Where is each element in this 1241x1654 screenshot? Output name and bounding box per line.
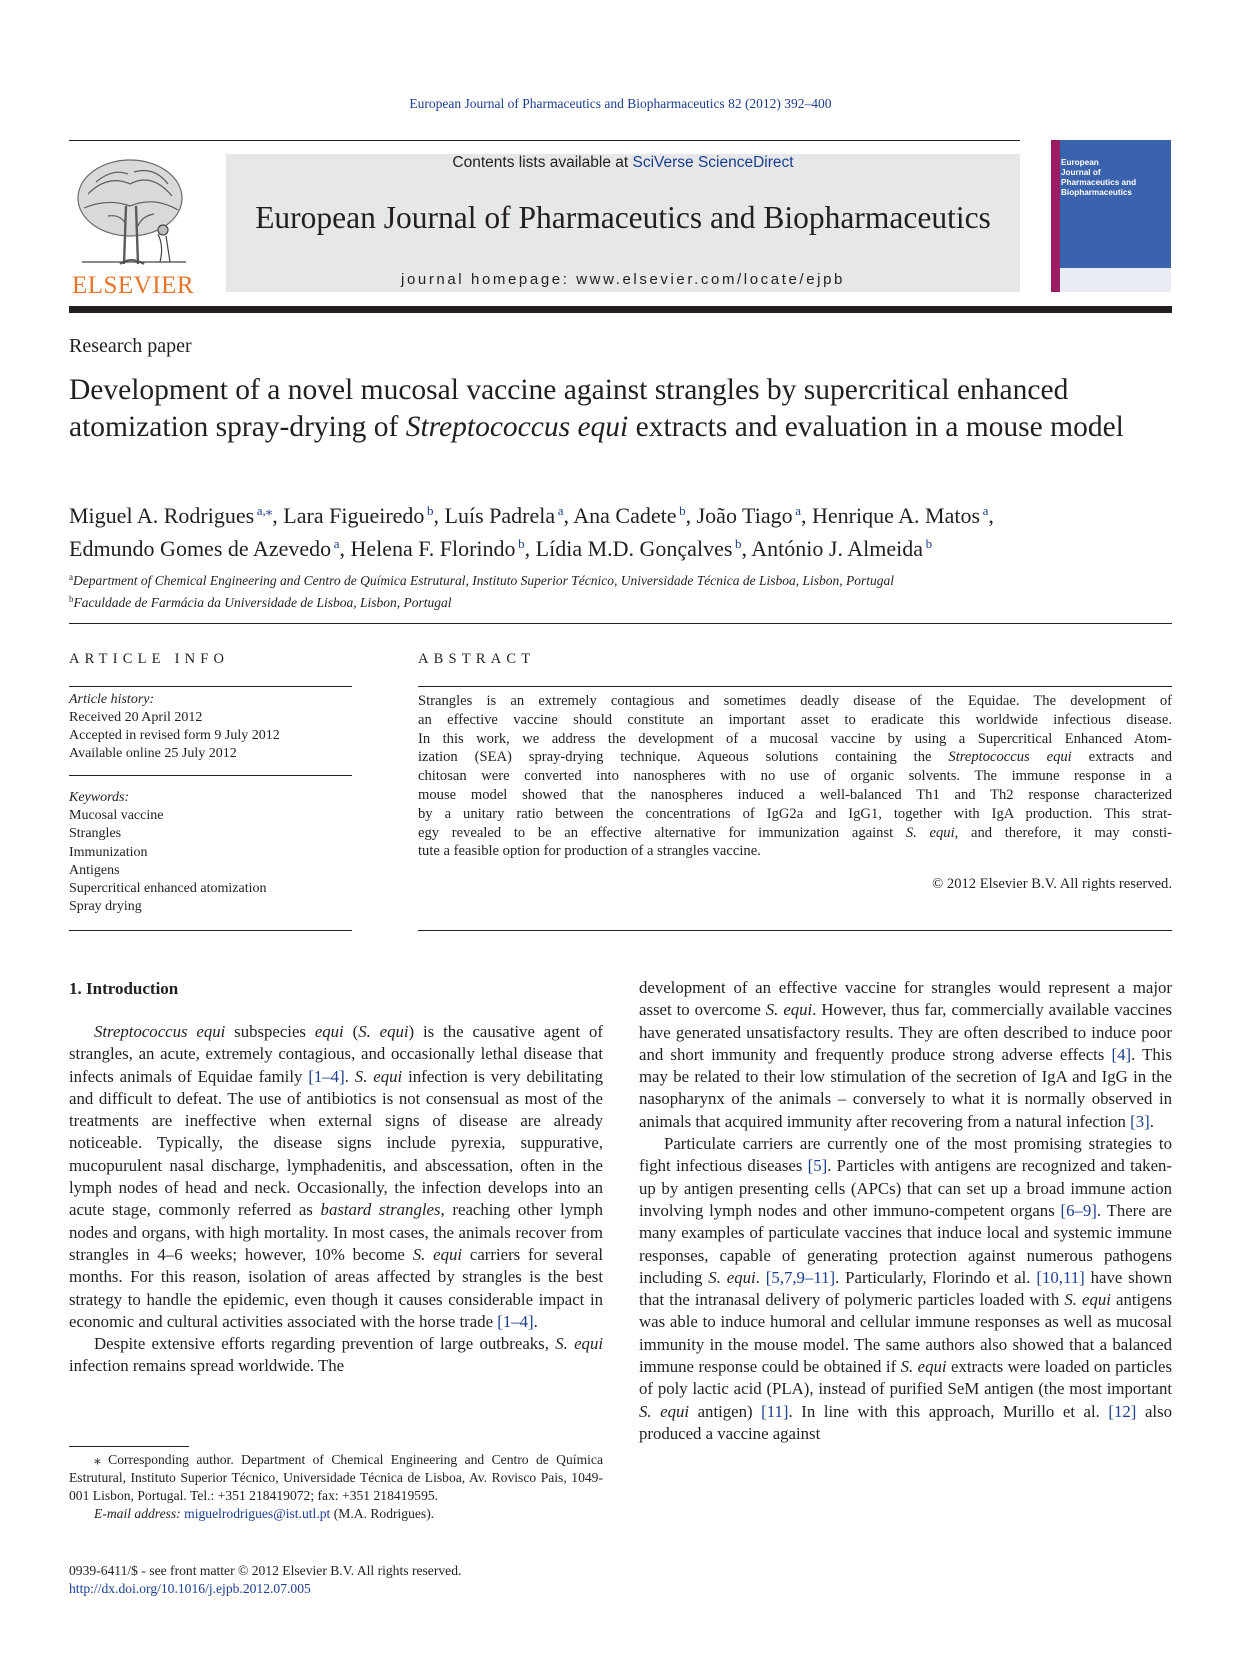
keyword-item: Immunization	[69, 844, 148, 860]
author-affiliation-marker[interactable]: b	[515, 536, 525, 551]
italic-term: S. equi	[708, 1267, 756, 1287]
section-heading-introduction: 1. Introduction	[69, 979, 179, 998]
abstract-line: chitosan were converted into nanospheres with no use of organic solvents. The immune response in a	[418, 768, 1172, 785]
cover-bottom-band	[1060, 268, 1171, 292]
header-thick-rule	[69, 306, 1172, 313]
citation-link[interactable]: [11]	[761, 1401, 789, 1421]
citation-link[interactable]: [12]	[1108, 1401, 1137, 1421]
keyword-item: Spray drying	[69, 899, 142, 915]
body-paragraph: development of an effective vaccine for strangles would represent a major asset to overcome S. equi. However, thus far, commercially available vaccines have generated unsatisfactory results. They are often described to induce poor and short immunity and frequently produce strong adverse effects [4]. This may be related to their low stimulation of the secretion of IgA and IgG in the nasopharynx of the animals – conversely to what it is normally observed in animals that acquired immunity after recovering from a natural infection [3].	[639, 978, 1172, 1131]
contents-line	[226, 154, 1020, 172]
affiliation-label: a	[69, 572, 73, 582]
section-rule	[69, 623, 1172, 624]
author-separator: ,	[272, 503, 284, 528]
abstract-text	[418, 692, 1172, 861]
title-part: Development of a novel mucosal vaccine against strangles by supercritical enhanced atomization spray-drying of	[69, 374, 1069, 443]
italic-term: S. equi	[900, 1357, 947, 1377]
author-separator: ,	[433, 503, 445, 528]
author-name: Ana Cadete	[573, 503, 677, 528]
sciencedirect-link[interactable]: SciVerse ScienceDirect	[632, 154, 794, 171]
abstract-rule	[418, 686, 1172, 687]
cover-title-line: Pharmaceutics and	[1061, 178, 1137, 187]
italic-term: S. equi	[412, 1244, 463, 1264]
body-column-right	[639, 977, 1172, 1445]
author-separator: ,	[524, 536, 536, 561]
contents-prefix: Contents lists available at	[452, 154, 633, 171]
article-history	[69, 691, 280, 763]
keyword-item: Mucosal vaccine	[69, 808, 164, 824]
footnote-rule	[69, 1446, 189, 1447]
author-name: Luís Padrela	[444, 503, 556, 528]
affiliation-text: Faculdade de Farmácia da Universidade de Lisboa, Lisbon, Portugal	[73, 595, 452, 610]
author-affiliation-marker[interactable]: b	[923, 536, 933, 551]
tree-icon	[68, 154, 198, 272]
keyword-item: Supercritical enhanced atomization	[69, 881, 267, 897]
body-paragraph: Streptococcus equi subspecies equi (S. equi) is the causative agent of strangles, an acute, extremely contagious, and occasionally lethal disease that infects animals of Equidae family [1–4]. S. equi infection is very debilitating and difficult to defeat. The use of antibiotics is not consensual as most of the treatments are ineffective when external signs of disease are already noticeable. Typically, the disease signs include pyrexia, suppurative, mucopurulent nasal discharge, lymphadenitis, and abscessation, often in the lymph nodes of head and neck. Occasionally, the infection develops into an acute stage, commonly referred as bastard strangles, reaching other lymph nodes and organs, with high mortality. In most cases, the animals recover from strangles in 4–6 weeks; however, 10% become S. equi carriers for several months. For this reason, isolation of areas affected by strangles is the best strategy to handle the epidemic, even though it causes considerable impact in economic and cultural activities associated with the horse trade [1–4].	[69, 1022, 603, 1331]
author-separator: ,	[563, 503, 574, 528]
elsevier-logo[interactable]	[68, 154, 198, 299]
body-paragraph: Particulate carriers are currently one of the most promising strategies to fight infectious diseases [5]. Particles with antigens are recognized and taken-up by antigen presenting cells (APCs) that can set up a broad immune action involving lymph nodes and other immuno-competent organs [6–9]. There are many examples of particulate vaccines that induce local and systemic immune responses, capable of generating protection against numerous pathogens including S. equi. [5,7,9–11]. Particularly, Florindo et al. [10,11] have shown that the intranasal delivery of polymeric particles loaded with S. equi antigens was able to induce humoral and cellular immune responses as well as mucosal immunity in the mouse model. The same authors also showed that a balanced immune response could be obtained if S. equi extracts were loaded on particles of poly lactic acid (PLA), instead of purified SeM antigen (the most important S. equi antigen) [11]. In line with this approach, Murillo et al. [12] also produced a vaccine against	[639, 1134, 1172, 1443]
affiliation-a	[69, 568, 1169, 590]
abstract-line: by a unitary ratio between the concentrations of IgG2a and IgG1, together with IgA production. This strat-	[418, 805, 1172, 822]
keyword-item: Antigens	[69, 862, 120, 878]
author-name: Henrique A. Matos	[811, 503, 981, 528]
citation-link[interactable]: [5]	[807, 1156, 828, 1176]
citation-link[interactable]: [10,11]	[1036, 1267, 1085, 1287]
author-name: João Tiago	[696, 503, 793, 528]
history-received: Received 20 April 2012	[69, 710, 203, 725]
cover-title-line: European	[1061, 158, 1099, 167]
abstract-line: mouse model showed that the nanospheres induced a well-balanced Th1 and Th2 response characterized	[418, 786, 1172, 803]
italic-term: bastard strangles	[320, 1200, 441, 1220]
author-affiliation-marker[interactable]: a,⁎	[254, 503, 273, 518]
history-online: Available online 25 July 2012	[69, 746, 237, 761]
author-affiliation-marker[interactable]: b	[424, 503, 434, 518]
history-label: Article history:	[69, 692, 155, 707]
author-name: António J. Almeida	[751, 536, 924, 561]
cover-title-line: Biopharmaceutics	[1061, 188, 1132, 197]
header-rule	[69, 140, 1020, 141]
cover-title-line: Journal of	[1061, 168, 1101, 177]
italic-term: S. equi	[354, 1066, 403, 1086]
author-list	[69, 497, 1169, 563]
citation-link[interactable]: [4]	[1111, 1044, 1132, 1064]
italic-term: Streptococcus equi	[94, 1022, 226, 1041]
italic-term: S. equi	[1064, 1290, 1111, 1310]
cover-stripe	[1051, 140, 1060, 292]
abstract-line: tute a feasible option for production of a strangles vaccine.	[418, 843, 761, 860]
title-italic-part: Streptococcus equi	[405, 411, 629, 443]
abstract-line: Strangles is an extremely contagious and sometimes deadly disease of the Equidae. The development of	[418, 693, 1172, 709]
elsevier-wordmark: ELSEVIER	[71, 272, 195, 299]
article-info-rule	[69, 775, 352, 776]
author-separator: ,	[741, 536, 752, 561]
author-affiliation-marker[interactable]: b	[676, 503, 686, 518]
body-column-left	[69, 1021, 603, 1378]
affiliation-text: Department of Chemical Engineering and Centro de Química Estrutural, Instituto Superior Técnico, Universidade Técnica de Lisboa, Lisbon, Portugal	[73, 573, 895, 588]
author-affiliation-marker[interactable]: a	[555, 503, 564, 518]
title-part: extracts and evaluation in a mouse model	[628, 411, 1124, 443]
italic-term: S. equi	[639, 1401, 690, 1421]
abstract-line: egy revealed to be an effective alternative for immunization against S. equi, and therefore, it may consti-	[418, 824, 1172, 841]
author-name: Edmundo Gomes de Azevedo	[69, 536, 332, 561]
italic-term: S. equi	[358, 1022, 409, 1041]
abstract-line: an effective vaccine should constitute an important asset to eradicate this worldwide infectious disease.	[418, 711, 1172, 728]
doi-link[interactable]: http://dx.doi.org/10.1016/j.ejpb.2012.07.005	[69, 1581, 311, 1596]
article-info-rule	[69, 686, 352, 687]
author-name: Lara Figueiredo	[283, 503, 425, 528]
citation-link[interactable]: [5,7,9–11]	[765, 1267, 836, 1287]
abstract-line: In this work, we address the development of a mucosal vaccine by using a Supercritical Enhanced Atom-	[418, 730, 1172, 747]
issn-line: 0939-6411/$ - see front matter © 2012 Elsevier B.V. All rights reserved.	[69, 1563, 462, 1578]
email-link[interactable]: miguelrodrigues@ist.utl.pt	[184, 1506, 331, 1521]
italic-term: S. equi	[905, 824, 955, 841]
history-accepted: Accepted in revised form 9 July 2012	[69, 728, 280, 743]
citation-link[interactable]: [3]	[1130, 1111, 1150, 1131]
author-name: Miguel A. Rodrigues	[69, 503, 255, 528]
keywords	[69, 789, 266, 916]
author-separator: ,	[988, 503, 994, 528]
citation-link[interactable]: [6–9]	[1060, 1200, 1097, 1220]
author-separator: ,	[339, 536, 351, 561]
journal-citation[interactable]: European Journal of Pharmaceutics and Biopharmaceutics 82 (2012) 392–400	[409, 96, 832, 111]
keyword-item: Strangles	[69, 826, 122, 842]
article-info-rule	[69, 930, 352, 931]
article-type: Research paper	[69, 335, 192, 357]
article-info-heading: ARTICLE INFO	[69, 651, 230, 667]
email-suffix: (M.A. Rodrigues).	[330, 1506, 435, 1521]
italic-term: S. equi	[555, 1334, 603, 1354]
journal-cover[interactable]	[1051, 140, 1171, 292]
abstract-rule	[418, 930, 1172, 931]
abstract-line: ization (SEA) spray-drying technique. Aqueous solutions containing the Streptococcus equi extracts and	[418, 749, 1173, 766]
cover-title	[1061, 158, 1169, 198]
journal-title: European Journal of Pharmaceutics and Biopharmaceutics	[255, 200, 991, 235]
footnote-email-line	[69, 1505, 603, 1523]
corresponding-author-footnote	[69, 1451, 603, 1523]
affiliation-label: b	[69, 594, 74, 604]
author-name: Helena F. Florindo	[350, 536, 516, 561]
author-name: Lídia M.D. Gonçalves	[535, 536, 733, 561]
author-separator: ,	[685, 503, 697, 528]
author-separator: ,	[800, 503, 812, 528]
issn-block	[69, 1562, 461, 1598]
journal-homepage[interactable]: journal homepage: www.elsevier.com/locate/ejpb	[401, 271, 845, 288]
author-affiliation-marker[interactable]: a	[980, 503, 989, 518]
italic-term: equi	[314, 1022, 344, 1041]
citation-link[interactable]: [1–4]	[308, 1066, 345, 1086]
italic-term: S. equi	[765, 1000, 813, 1020]
author-affiliation-marker[interactable]: b	[732, 536, 742, 551]
keywords-label: Keywords:	[69, 790, 130, 805]
citation-link[interactable]: [1–4]	[497, 1311, 534, 1331]
italic-term: Streptococcus equi	[948, 749, 1072, 766]
journal-masthead	[226, 154, 1020, 292]
abstract-copyright: © 2012 Elsevier B.V. All rights reserved.	[932, 876, 1172, 892]
author-affiliation-marker[interactable]: a	[331, 536, 340, 551]
footnote-text: ⁎ Corresponding author. Department of Chemical Engineering and Centro de Química Estrutural, Instituto Superior Técnico, Universidade Técnica de Lisboa, Av. Rovisco Pais, 1049-001 Lisbon, Portugal. Tel.: +351 218419072; fax: +351 218419595.	[69, 1452, 603, 1503]
email-label: E-mail address:	[94, 1506, 185, 1521]
abstract-heading: ABSTRACT	[418, 651, 536, 667]
body-paragraph: Despite extensive efforts regarding prevention of large outbreaks, S. equi infection remains spread worldwide. The	[69, 1334, 603, 1376]
affiliation-b	[69, 590, 1169, 612]
paper-title	[69, 372, 1169, 446]
affiliations	[69, 568, 1169, 612]
author-affiliation-marker[interactable]: a	[792, 503, 801, 518]
